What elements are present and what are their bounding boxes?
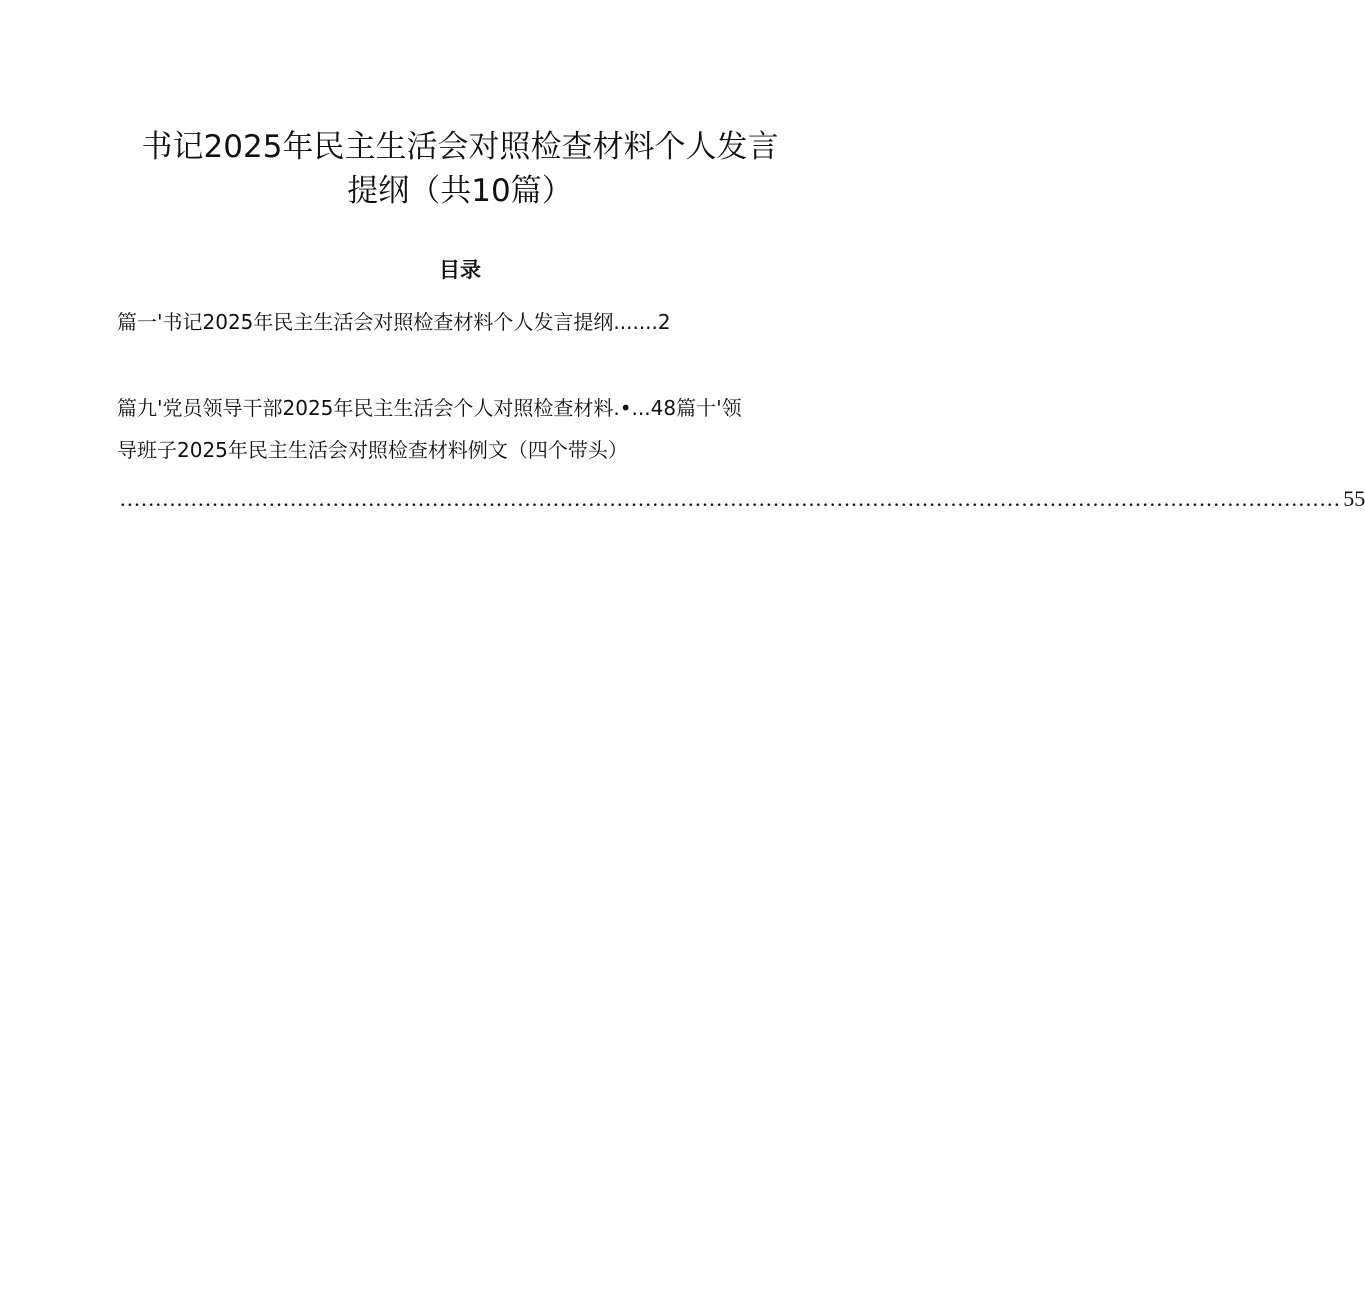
toc-entry-10-continuation: 导班子2025年民主生活会对照检查材料例文（四个带头） [117,438,628,462]
document-title-line-2: 提纲（共10篇） [347,173,573,209]
toc-leader-dots: ............................................................................................................................................................................ [120,486,1342,511]
toc-leader-row [120,484,1365,511]
toc-entry-9: 篇九'党员领导干部2025年民主生活会个人对照检查材料.•...48篇十'领 [117,396,742,420]
toc-heading: 目录 [439,258,481,282]
toc-page-number: 55 [1343,486,1365,511]
document-title-line-1: 书记2025年民主生活会对照检查材料个人发言 [141,129,779,165]
toc-entry-1: 篇一'书记2025年民主生活会对照检查材料个人发言提纲.......2 [117,310,671,334]
